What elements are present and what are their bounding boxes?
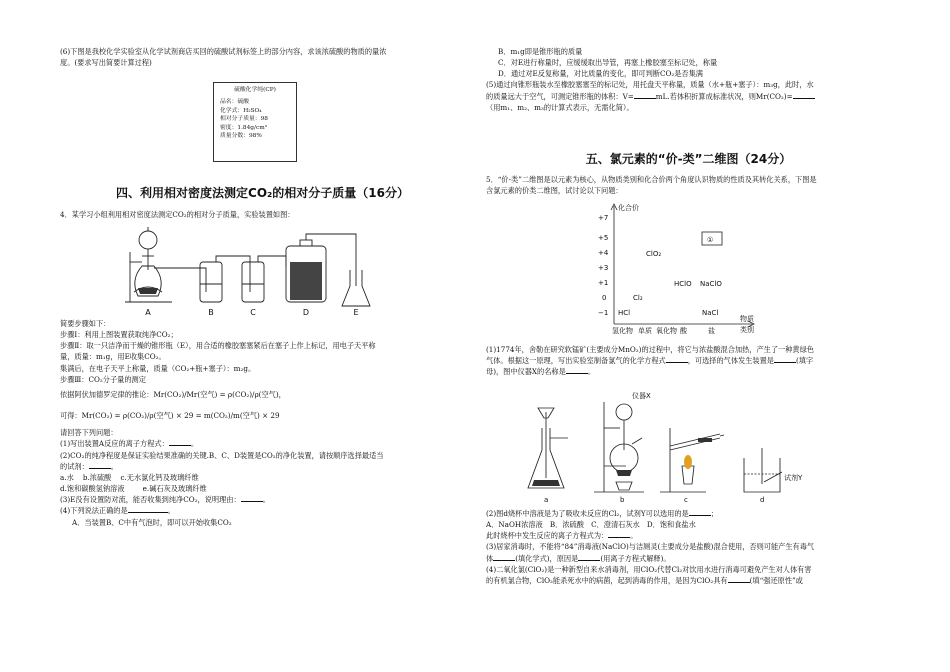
q5-intro-cont: 含氯元素的价类二维图，试讨论以下问题： (486, 186, 623, 196)
point-clo2: ClO₂ (646, 250, 662, 258)
x-axis-label: 类别 (740, 326, 754, 334)
device-label: a (544, 496, 549, 504)
answer-prompt: 请回答下列问题： (60, 428, 118, 438)
question-c1-cont: 母)，图中仪器X的名称是 (486, 367, 566, 377)
reagent-label-line: 化学式：H₂SO₄ (220, 107, 262, 114)
question-c2-cont: 此时烧杯中发生反应的离子方程式为： (486, 531, 609, 541)
x-category: 盐 (708, 327, 715, 335)
gas-generator-figure (520, 388, 820, 506)
option-a: a.水 (60, 472, 74, 482)
answer-blank[interactable] (608, 530, 630, 538)
avogadro-text: 依据阿伏加德罗定律的推论： (60, 389, 154, 399)
instrument-x-label: 仪器X (632, 392, 651, 400)
point-cl2: Cl₂ (633, 294, 643, 302)
option-4a: A．当装置B、C中有气泡时，即可以开始收集CO₂ (72, 517, 232, 527)
question-c1-cont: 气体。根据这一原理，写出实验室制备氯气的化学方程式 (486, 356, 666, 366)
question-c3-cont: (用离子方程式解释)。 (600, 553, 671, 563)
y-tick: +5 (598, 234, 609, 242)
answer-blank[interactable] (493, 553, 515, 561)
valence-class-chart (584, 202, 774, 340)
x-category: 酸 (680, 327, 687, 335)
y-tick: 0 (602, 294, 607, 302)
reagent-label-line: 相对分子质量：98 (220, 116, 268, 123)
y-tick: −1 (598, 309, 609, 317)
question-c4-cont: 的有机氯合物，ClO₂能杀死水中的病菌，起到消毒的作用，是因为ClO₂具有 (486, 575, 728, 585)
section5-heading-wrap (486, 150, 891, 169)
step-3: 步骤Ⅲ：CO₂分子量的测定 (60, 374, 146, 384)
question-2: (2)CO₂的纯净程度是保证实验结果准确的关键.B、C、D装置是CO₂的净化装置，请按顺序选择最适当 (60, 450, 384, 460)
y-tick: +3 (598, 264, 609, 272)
answer-blank[interactable] (566, 366, 588, 374)
x-category: 单质 (638, 327, 652, 335)
device-label: d (760, 496, 765, 504)
reagent-label-line: 质量分数：98% (220, 132, 262, 139)
step-1: 步骤Ⅰ：利用上图装置获取纯净CO₂； (60, 330, 178, 340)
formula-2: Mr(CO₂) = ρ(CO₂)/ρ(空气) × 29 = m(CO₂)/m(空气) × 29 (81, 411, 280, 421)
question-c4: (4)二氧化氯(ClO₂)是一种新型自来水消毒剂，用ClO₂代替Cl₂对饮用水进行消毒可避免产生对人体有害 (486, 564, 812, 574)
question-c2-options: A．NaOH浓溶液 B．浓硫酸 C．澄清石灰水 D．饱和食盐水 (486, 520, 696, 530)
apparatus-label: B (208, 308, 214, 317)
answer-blank[interactable] (89, 461, 111, 469)
unknown-box-label: ① (707, 236, 714, 244)
question-3: (3)E没有设置防对流，能否收集到纯净CO₂，说明理由： (60, 495, 241, 505)
steps-title: 简要步骤如下： (60, 319, 111, 328)
step-2-cont: 集满后，在电子天平上称量，质量（CO₂+瓶+塞子）：m₂g。 (60, 363, 256, 373)
option-d: d.饱和碳酸氢钠溶液 (60, 484, 125, 494)
q5-part1: (1)1774年，舍勒在研究软锰矿(主要成分MnO₂)的过程中，将它与浓盐酸混合加热，产生了一种黄绿色 气体。根据这一原理，写出实验室制备氯气的化学方程式 ，可选择的气体发生装置是 (填字 母)，图中仪器X的名称是 。 (486, 344, 891, 377)
question-c3-cont: 体 (486, 553, 494, 563)
question-c1: (1)1774年，舍勒在研究软锰矿(主要成分MnO₂)的过程中，将它与浓盐酸混合加热，产生了一种黄绿色 (486, 345, 814, 354)
point-hcl: HCl (618, 309, 631, 317)
question-4: (4)下列说法正确的是 (60, 506, 128, 516)
section5-heading: 五、氯元素的“价-类”二维图（24分） (585, 152, 792, 166)
q5-intro: 5．“价-类”二维图是以元素为核心，从物质类别和化合价两个角度认识物质的性质及其转化关系，下图是 (486, 175, 817, 184)
formula-1: Mr(CO₂)/Mr(空气) = ρ(CO₂)/ρ(空气)， (153, 389, 286, 399)
answer-blank[interactable] (128, 505, 168, 513)
co2-apparatus-figure (120, 222, 380, 318)
apparatus-label: C (250, 308, 256, 317)
left-column (60, 46, 465, 68)
q4-intro: 4．某学习小组利用相对密度法测定CO₂的相对分子质量，实验装置如图： (60, 210, 295, 219)
apparatus-label: E (353, 308, 359, 317)
question-5-cont: mL.若体积折算成标准状况，则Mr(CO₂)= (655, 91, 793, 101)
question-c3: (3)居家消毒时，不能将“84”消毒液(NaClO)与洁厕灵(主要成分是盐酸)混合使用，否则可能产生有毒气 (486, 542, 815, 552)
option-4d: D．通过对E反复称量，对比质量的变化，即可判断CO₂是否集满 (498, 69, 703, 79)
device-label: b (620, 496, 625, 504)
question-5-cont: （用m₁、m₂、m₃的计算式表示，无需化简）。 (486, 102, 634, 112)
option-c: c.无水氯化钙及玻璃纤维 (120, 472, 199, 482)
y-axis-label: 化合价 (618, 204, 639, 212)
reagent-label-title: 硫酸化学纯(CP) (234, 87, 276, 93)
point-nacl: NaCl (702, 309, 719, 317)
reagent-label-line: 品名：硫酸 (220, 99, 249, 106)
reagent-y-label: 试剂Y (784, 474, 803, 482)
question-c3-cont: (填化学式)，原因是 (515, 553, 579, 563)
option-e: e.碱石灰及玻璃纤维 (142, 484, 207, 494)
apparatus-label: D (302, 308, 310, 317)
q5-part2: (2)图d烧杯中溶液是为了吸收未反应的Cl₂，试剂Y可以选用的是 ； A．NaOH浓溶液 B．浓硫酸 C．澄清石灰水 D．饱和食盐水 此时烧杯中发生反应的离子方程式为： 。 (3)居家消毒时，不能将“84”消毒液(NaClO)与洁厕灵(主要成分是盐酸)混合使用，否则可能产生有毒气 体 (填化学式)，原因是 (用离子方程式解释)。 (4)二氧化氯(ClO₂)是一种新型自来水消毒剂，用ClO₂代替Cl₂对饮用水进行消毒可避免产生对人体有害 的有机氯合物，ClO₂能杀死水中的病菌，起到消毒的作用，是因为ClO₂具有 (填“强还原性”或 (486, 508, 891, 586)
answer-blank[interactable] (774, 355, 796, 363)
y-tick: +1 (598, 279, 609, 287)
answer-blank[interactable] (634, 91, 656, 99)
point-naclo: NaClO (700, 280, 722, 288)
question-2-cont: 的试剂： (60, 461, 89, 471)
question-c1-cont: (填字 (795, 356, 814, 366)
question-1: (1)写出装置A反应的离子方程式： (60, 439, 169, 449)
question-c4-cont: (填“强还原性”或 (749, 575, 803, 585)
step-2-cont: 量，质量：m₁g，用E收集CO₂。 (60, 352, 166, 362)
answer-blank[interactable] (578, 553, 600, 561)
x-category: 氧化物 (656, 327, 677, 335)
section4-heading: 四、利用相对密度法测定CO₂的相对分子质量（16分） (116, 186, 409, 200)
answer-blank[interactable] (169, 438, 191, 446)
x-category: 氢化物 (612, 327, 633, 335)
reagent-label (213, 82, 297, 162)
step-2: 步骤Ⅱ：取一只洁净而干燥的锥形瓶（E），用合适的橡胶塞塞紧后在塞子上作上标记，用电子天平称 (60, 341, 376, 351)
device-label: c (684, 496, 688, 504)
answer-blank[interactable] (689, 508, 711, 516)
y-tick: +4 (598, 249, 609, 257)
reagent-label-line: 密度：1.84g/cm³ (220, 124, 268, 131)
q6-text: (6)下图是我校化学实验室从化学试剂商店买回的硫酸试剂标签上的部分内容，求该浓硫酸的物质的量浓 (60, 47, 387, 56)
y-tick: +7 (598, 214, 609, 222)
x-axis-label: 物质 (740, 315, 754, 323)
option-4b: B．m₁g即是锥形瓶的质量 (498, 47, 583, 56)
answer-blank[interactable] (728, 575, 750, 583)
q4-intro-wrap (60, 209, 465, 220)
option-b: b.浓硫酸 (82, 472, 112, 482)
q5-intro-wrap (486, 174, 891, 196)
answer-blank[interactable] (666, 355, 688, 363)
section4-heading-wrap (60, 184, 465, 203)
question-5-cont: 的质量远大于空气，可测定锥形瓶的体积：V= (486, 91, 634, 101)
question-c2: (2)图d烧杯中溶液是为了吸收未反应的Cl₂，试剂Y可以选用的是 (486, 509, 689, 518)
right-column (486, 46, 891, 113)
q6-text-cont: 度。(要求写出简要计算过程) (60, 58, 152, 68)
option-4c: C．对E进行称量时，应缓缓取出导管，再塞上橡胶塞至标记处，称量 (498, 58, 718, 68)
question-5: (5)通过向锥形瓶装水至橡胶塞塞至的标记处，用托盘天平称量，质量（水+瓶+塞子）：m₃g，此时，水 (486, 80, 814, 90)
formula-2-prefix: 可得： (60, 411, 82, 421)
apparatus-label: A (145, 308, 151, 317)
point-hclo: HClO (674, 280, 692, 288)
answer-blank[interactable] (793, 91, 815, 99)
question-c1-cont: ，可选择的气体发生装置是 (687, 356, 774, 366)
answer-blank[interactable] (241, 494, 263, 502)
q4-body: 简要步骤如下： 步骤Ⅰ：利用上图装置获取纯净CO₂； 步骤Ⅱ：取一只洁净而干燥的锥形瓶（E），用合适的橡胶塞塞紧后在塞子上作上标记，用电子天平称 量，质量：m₁g，用E收集CO₂。 集满后，在电子天平上称量，质量（CO₂+瓶+塞子）：m₂g。 步骤Ⅲ：CO₂分子量的测定 依据阿伏加德罗定律的推论：Mr(CO₂)/Mr(空气) = ρ(CO₂)/ρ(空气)， 可得：Mr(CO₂) = ρ(CO₂)/ρ(空气) × 29 = m(CO₂)/m(空气) × 29 请回答下列问题： (1)写出装置A反应的离子方程式： 。 (2)CO₂的纯净程度是保证实验结果准确的关键.B、C、D装置是CO₂的净化装置，请按顺序选择最适当 的试剂： 。 a.水 b.浓硫酸 c.无水氯化钙及玻璃纤维 d.饱和碳酸氢钠溶液 e.碱石灰及玻璃纤维 (3)E没有设置防对流，能否收集到纯净CO₂，说明理由： 。 (4)下列说法正确的是 。 A．当装置B、C中有气泡时，即可以开始收集CO₂ (60, 318, 465, 528)
